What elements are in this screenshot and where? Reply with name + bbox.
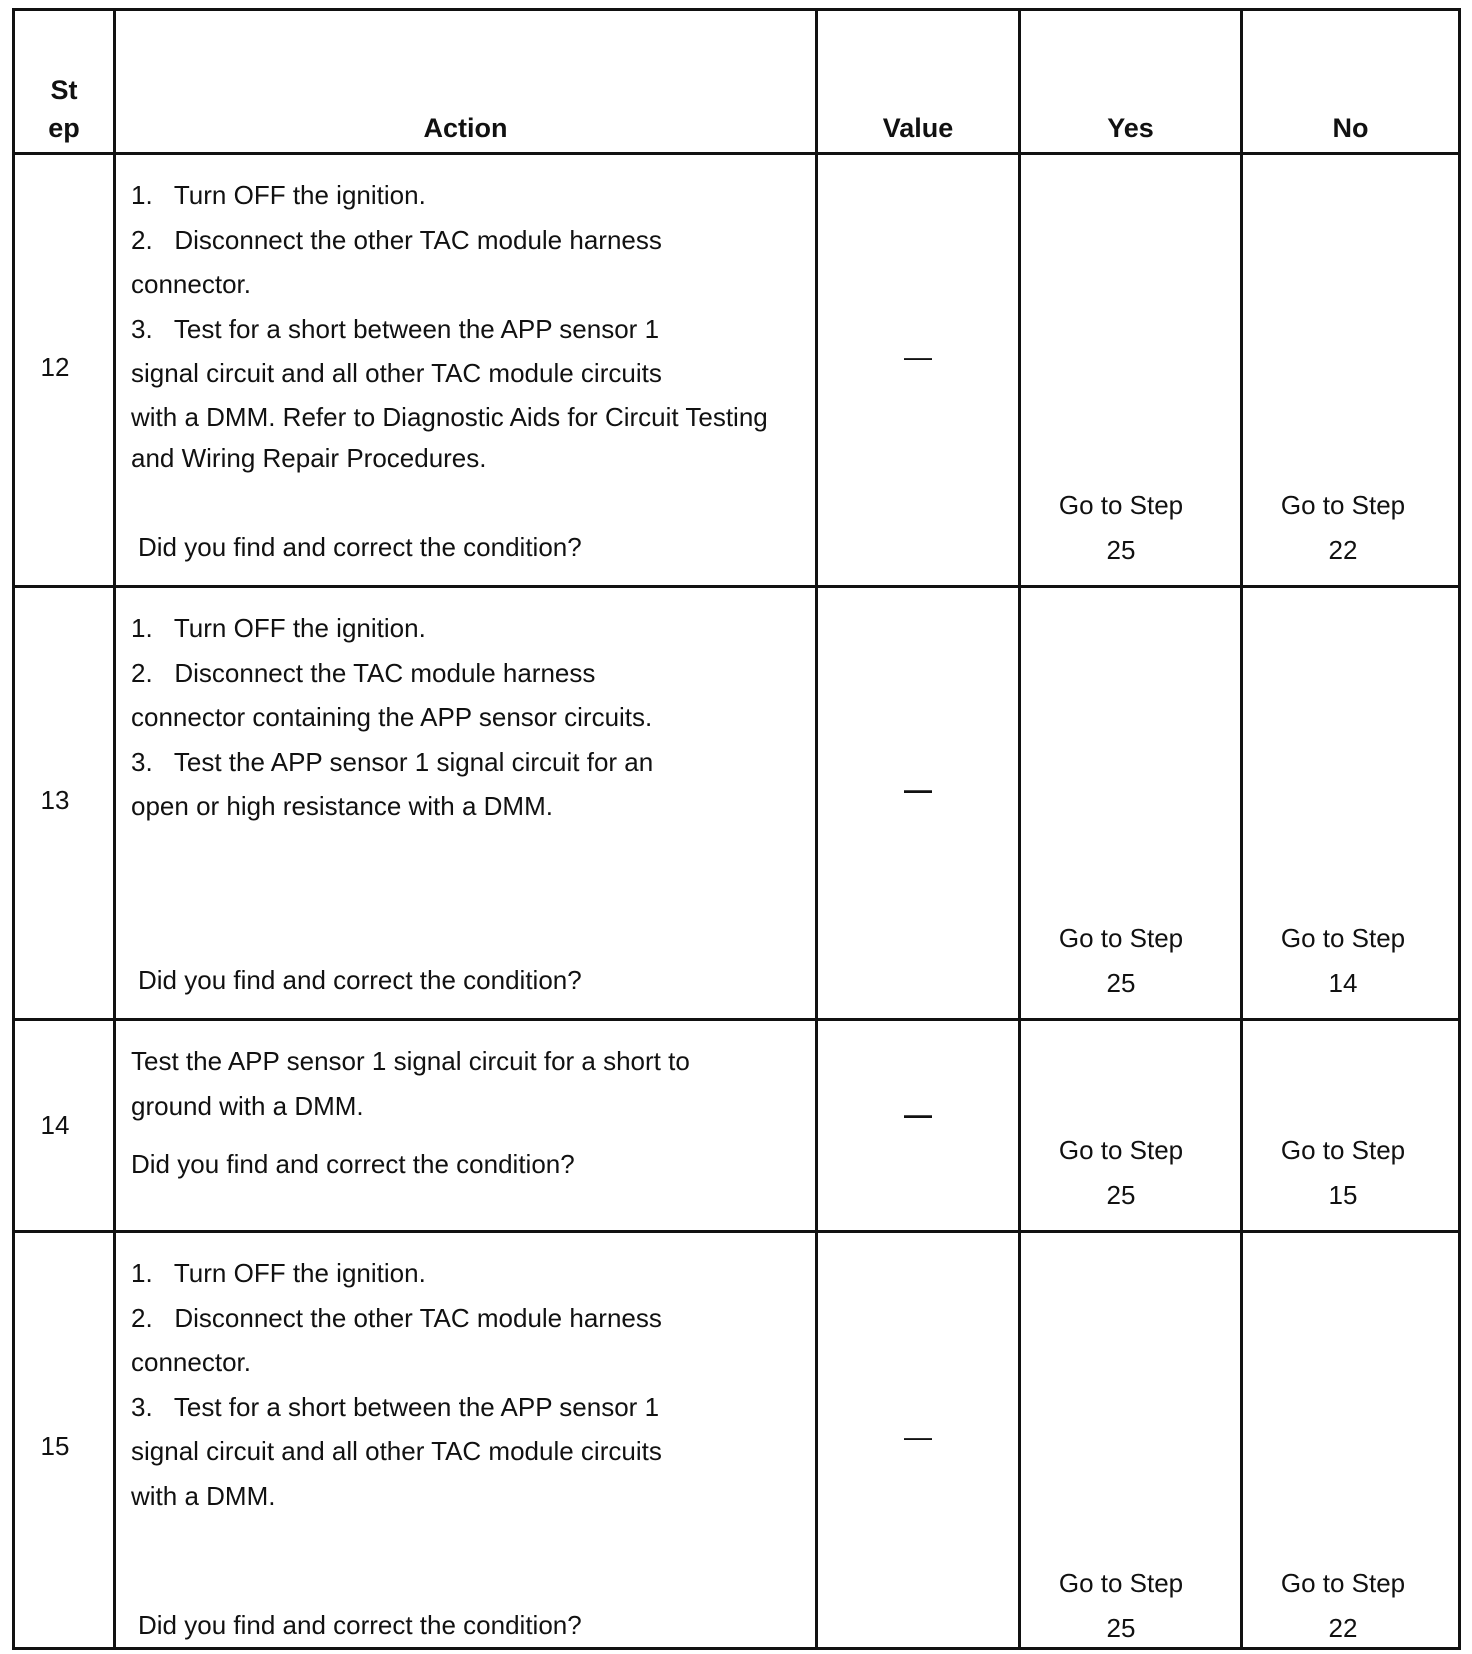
header-value: Value <box>882 113 954 143</box>
action-line: connector containing the APP sensor circuits. <box>131 702 653 732</box>
column-divider <box>1018 11 1021 1647</box>
action-text <box>131 606 653 829</box>
diagnostic-table <box>12 8 1461 1650</box>
step-number: 15 <box>40 1431 70 1461</box>
action-line: ground with a DMM. <box>131 1090 364 1121</box>
action-question: Did you find and correct the condition? <box>138 1610 582 1640</box>
action-line: with a DMM. Refer to Diagnostic Aids for Circuit Testing <box>131 401 768 432</box>
action-text <box>131 1039 690 1128</box>
column-divider <box>815 11 818 1647</box>
row-divider <box>15 1230 1458 1233</box>
header-no: No <box>1332 113 1369 143</box>
no-goto-step[interactable]: Go to Step 15 <box>1280 1135 1406 1210</box>
action-line: 3. Test the APP sensor 1 signal circuit for an <box>131 746 654 777</box>
header-action: Action <box>423 113 508 143</box>
action-line: signal circuit and all other TAC module circuits <box>131 1436 662 1466</box>
action-text <box>131 1251 662 1518</box>
action-line: 1. Turn OFF the ignition. <box>131 613 426 643</box>
no-goto-step[interactable]: Go to Step 22 <box>1280 490 1406 565</box>
value-dash: — <box>904 341 932 372</box>
column-divider <box>113 11 116 1647</box>
action-line: 2. Disconnect the other TAC module harness <box>131 224 662 255</box>
action-line: Test the APP sensor 1 signal circuit for a short to <box>131 1046 690 1076</box>
action-line: 1. Turn OFF the ignition. <box>131 1258 426 1288</box>
row-divider <box>15 1018 1458 1021</box>
action-line: and Wiring Repair Procedures. <box>131 442 487 473</box>
value-dash: — <box>904 1421 932 1452</box>
action-line: 3. Test for a short between the APP sensor 1 <box>131 313 660 344</box>
yes-goto-step[interactable]: Go to Step 25 <box>1058 923 1184 998</box>
yes-goto-step[interactable]: Go to Step 25 <box>1058 490 1184 565</box>
no-goto-step[interactable]: Go to Step 22 <box>1280 1568 1406 1643</box>
value-dash: — <box>904 1099 932 1130</box>
action-line: connector. <box>131 269 251 299</box>
action-line: signal circuit and all other TAC module circuits <box>131 358 662 388</box>
action-line: 2. Disconnect the other TAC module harness <box>131 1302 662 1333</box>
action-line: connector. <box>131 1347 251 1377</box>
no-goto-step[interactable]: Go to Step 14 <box>1280 923 1406 998</box>
action-question: Did you find and correct the condition? <box>138 532 582 562</box>
header-step: St ep <box>48 75 80 143</box>
action-text <box>131 173 768 478</box>
step-number: 14 <box>40 1110 70 1140</box>
header-yes: Yes <box>1107 113 1154 143</box>
action-line: with a DMM. <box>131 1480 276 1511</box>
action-line: open or high resistance with a DMM. <box>131 791 553 821</box>
yes-goto-step[interactable]: Go to Step 25 <box>1058 1568 1184 1643</box>
step-number: 13 <box>40 785 70 815</box>
row-divider <box>15 152 1458 155</box>
value-dash: — <box>904 774 932 805</box>
row-divider <box>15 585 1458 588</box>
action-line: 1. Turn OFF the ignition. <box>131 180 426 210</box>
yes-goto-step[interactable]: Go to Step 25 <box>1058 1135 1184 1210</box>
action-question: Did you find and correct the condition? <box>138 965 582 995</box>
column-divider <box>1240 11 1243 1647</box>
step-number: 12 <box>40 352 70 382</box>
action-question: Did you find and correct the condition? <box>131 1149 575 1179</box>
action-line: 3. Test for a short between the APP sensor 1 <box>131 1391 660 1422</box>
action-line: 2. Disconnect the TAC module harness <box>131 657 596 688</box>
